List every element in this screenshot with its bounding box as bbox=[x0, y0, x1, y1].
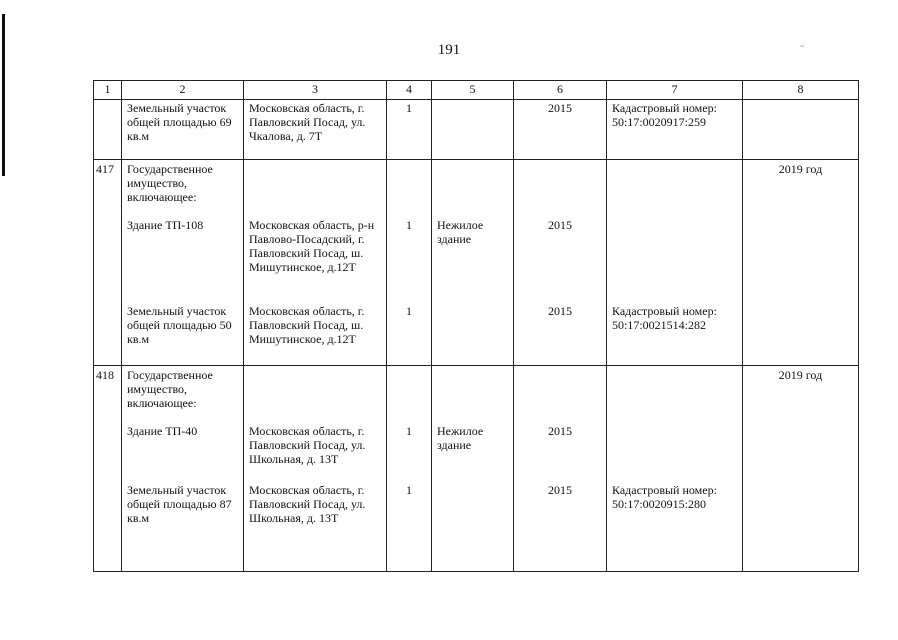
header-cell: 4 bbox=[387, 81, 432, 100]
item-address: Московская область, г. Павловский Посад, ш. Мишутинское, д.12Т bbox=[249, 304, 365, 346]
header-cell: 6 bbox=[514, 81, 607, 100]
item-name: Земельный участок общей площадью 50 кв.м bbox=[127, 304, 232, 346]
item-name: Здание ТП-40 bbox=[127, 424, 198, 438]
item-qty: 1 bbox=[387, 100, 432, 160]
item-address-cell bbox=[244, 366, 387, 572]
header-cell: 3 bbox=[244, 81, 387, 100]
item-note: Кадастровый номер: 50:17:0021514:282 bbox=[612, 304, 717, 332]
item-note bbox=[612, 218, 737, 304]
item-period: 2019 год bbox=[743, 160, 859, 366]
item-year: 2015 bbox=[548, 218, 572, 232]
header-cell: 1 bbox=[94, 81, 122, 100]
item-address: Московская область, г. Павловский Посад, ул. Чкалова, д. 7Т bbox=[244, 100, 387, 160]
item-note-cell bbox=[607, 366, 743, 572]
item-period bbox=[743, 100, 859, 160]
item-address: Московская область, р-н Павлово-Посадский, г. Павловский Посад, ш. Мишутинское, д.12Т bbox=[249, 218, 375, 274]
item-type-cell bbox=[432, 366, 514, 572]
item-qty: 1 bbox=[406, 483, 412, 497]
row-number: 418 bbox=[94, 366, 122, 572]
item-name: Земельный участок общей площадью 87 кв.м bbox=[127, 483, 232, 525]
item-qty: 1 bbox=[406, 304, 412, 318]
item-type: Нежилое здание bbox=[437, 424, 484, 452]
scan-edge-bar bbox=[2, 14, 5, 176]
item-year: 2015 bbox=[548, 304, 572, 318]
item-qty: 1 bbox=[406, 218, 412, 232]
item-qty: 1 bbox=[406, 424, 412, 438]
item-address: Московская область, г. Павловский Посад, ул. Школьная, д. 13Т bbox=[249, 483, 366, 525]
row-title: Государственное имущество, включающее: bbox=[127, 368, 213, 410]
item-name-cell bbox=[122, 366, 244, 572]
table-row bbox=[94, 366, 859, 572]
item-name: Земельный участок общей площадью 69 кв.м bbox=[122, 100, 244, 160]
row-title: Государственное имущество, включающее: bbox=[127, 162, 213, 204]
item-name-cell bbox=[122, 160, 244, 366]
item-address-cell bbox=[244, 160, 387, 366]
item-year: 2015 bbox=[548, 483, 572, 497]
item-year: 2015 bbox=[514, 100, 607, 160]
item-name: Здание ТП-108 bbox=[127, 218, 204, 232]
header-row bbox=[94, 81, 859, 100]
item-type: Нежилое здание bbox=[437, 218, 484, 246]
header-cell: 5 bbox=[432, 81, 514, 100]
item-note: Кадастровый номер: 50:17:0020917:259 bbox=[607, 100, 743, 160]
table-row bbox=[94, 100, 859, 160]
property-table bbox=[93, 80, 859, 572]
item-type bbox=[432, 100, 514, 160]
header-cell: 7 bbox=[607, 81, 743, 100]
row-number: 417 bbox=[94, 160, 122, 366]
item-note: Кадастровый номер: 50:17:0020915:280 bbox=[612, 483, 717, 511]
scan-mark: ~ bbox=[800, 42, 805, 51]
item-qty-cell bbox=[387, 366, 432, 572]
item-type-cell bbox=[432, 160, 514, 366]
item-qty-cell bbox=[387, 160, 432, 366]
item-year: 2015 bbox=[548, 424, 572, 438]
item-note-cell bbox=[607, 160, 743, 366]
item-period: 2019 год bbox=[743, 366, 859, 572]
header-cell: 8 bbox=[743, 81, 859, 100]
table-row bbox=[94, 160, 859, 366]
row-number bbox=[94, 100, 122, 160]
item-note bbox=[612, 424, 737, 483]
header-cell: 2 bbox=[122, 81, 244, 100]
page-number: 191 bbox=[437, 42, 461, 58]
item-address: Московская область, г. Павловский Посад, ул. Школьная, д. 13Т bbox=[249, 424, 366, 466]
item-year-cell bbox=[514, 366, 607, 572]
item-year-cell bbox=[514, 160, 607, 366]
